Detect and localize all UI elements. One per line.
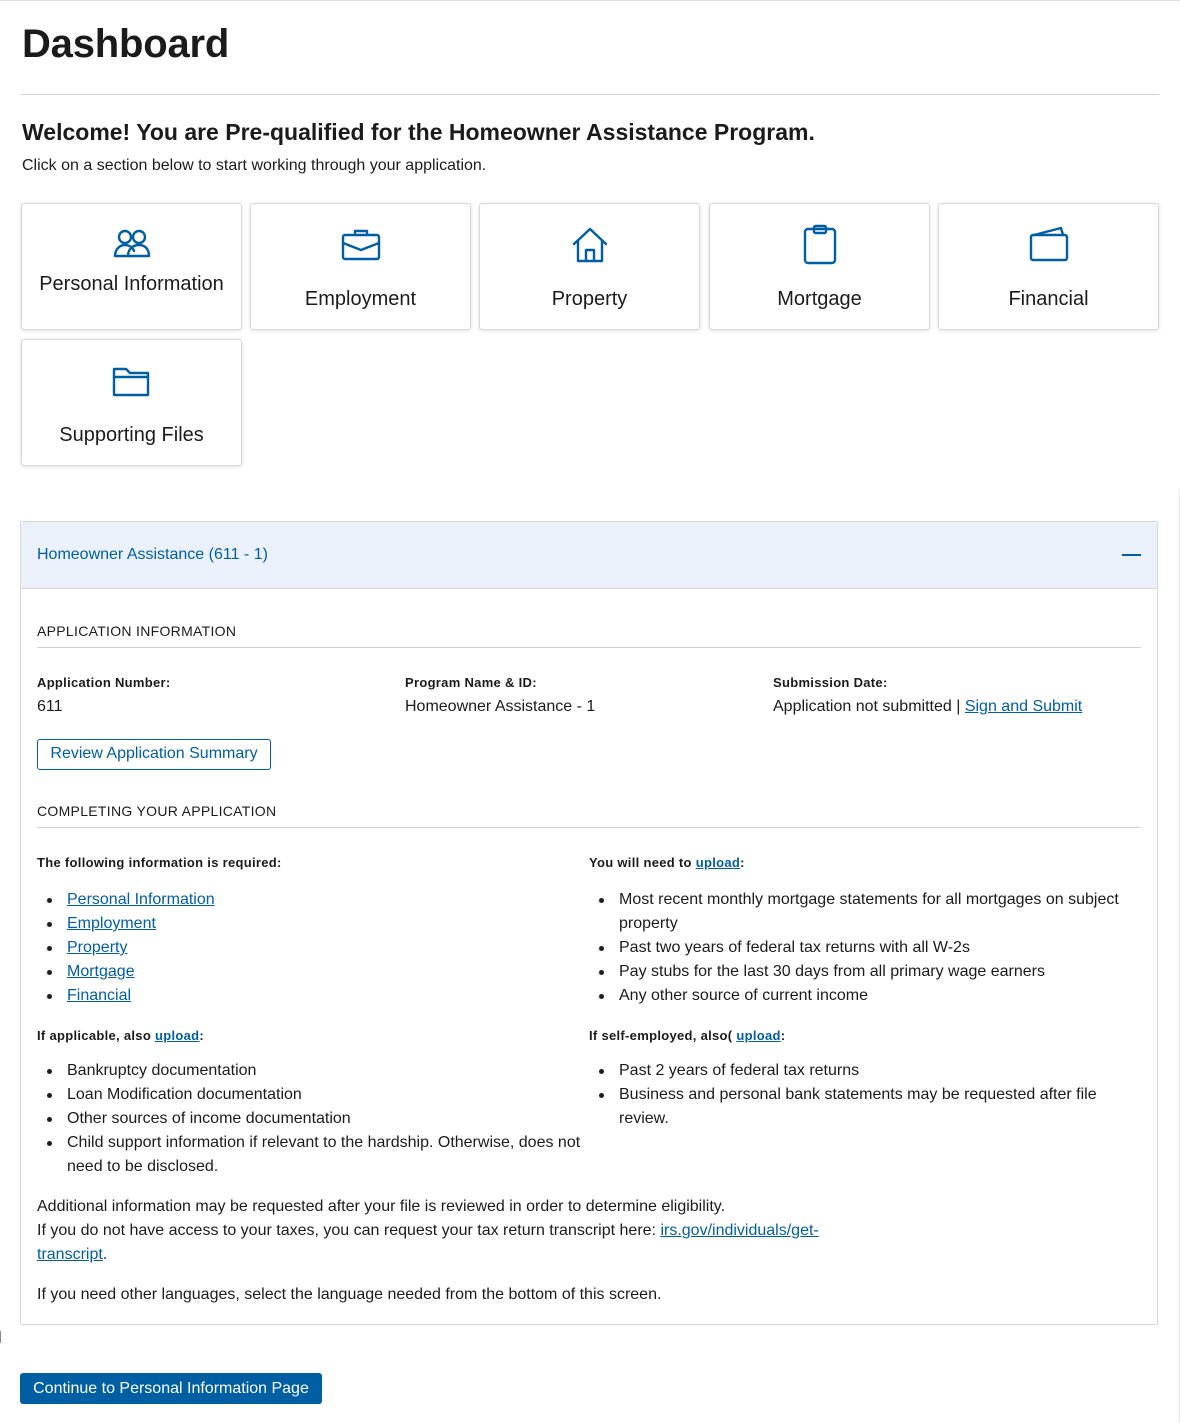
divider — [37, 827, 1141, 828]
submission-status: Application not submitted | — [773, 698, 961, 715]
list-item: Past 2 years of federal tax returns — [589, 1059, 1129, 1083]
sign-and-submit-link[interactable]: Sign and Submit — [964, 698, 1083, 715]
list-item: Most recent monthly mortgage statements for all mortgages on subject property — [589, 888, 1129, 936]
upload-link[interactable]: upload — [736, 1028, 781, 1043]
welcome-heading: Welcome! You are Pre-qualified for the Homeowner Assistance Program. — [22, 119, 815, 145]
tax-transcript-text — [37, 1219, 837, 1267]
application-accordion — [20, 521, 1158, 1325]
colon: : — [740, 855, 745, 870]
divider — [21, 94, 1159, 95]
card-label: Financial — [1008, 288, 1089, 310]
personal-information-link[interactable]: Personal Information — [67, 891, 215, 908]
list-item — [37, 912, 577, 936]
card-label: Personal Information — [39, 273, 224, 295]
list-item: Past two years of federal tax returns with all W-2s — [589, 936, 1129, 960]
review-application-summary-button[interactable]: Review Application Summary — [37, 739, 271, 770]
mortgage-link[interactable]: Mortgage — [67, 963, 135, 980]
colon: : — [199, 1028, 205, 1043]
applicable-list — [37, 1059, 589, 1179]
upload-heading-text: You will need to — [589, 855, 692, 870]
application-info-heading: APPLICATION INFORMATION — [37, 623, 237, 639]
top-border — [0, 0, 1180, 1]
card-label: Mortgage — [777, 288, 862, 310]
required-heading: The following information is required: — [37, 855, 282, 870]
divider — [37, 647, 1141, 648]
list-item — [37, 936, 577, 960]
list-item: Any other source of current income — [589, 984, 1129, 1008]
card-mortgage[interactable] — [709, 203, 930, 330]
list-item: Child support information if relevant to the hardship. Otherwise, does not need to be disclosed. — [37, 1131, 589, 1179]
financial-link[interactable]: Financial — [67, 987, 132, 1004]
card-employment[interactable] — [250, 203, 471, 330]
upload-link[interactable]: upload — [155, 1028, 200, 1043]
irs-transcript-link[interactable]: irs.gov/individuals/get-transcript — [37, 1222, 819, 1263]
card-label: Supporting Files — [59, 424, 204, 446]
card-label: Property — [551, 288, 628, 310]
edge-mark — [0, 1331, 1, 1343]
self-employed-list — [589, 1059, 1129, 1131]
self-employed-heading — [589, 1028, 785, 1043]
house-icon — [568, 223, 612, 267]
card-personal-information[interactable] — [21, 203, 242, 330]
page-title: Dashboard — [22, 22, 230, 66]
languages-text: If you need other languages, select the language needed from the bottom of this screen. — [37, 1286, 662, 1303]
clipboard-icon — [798, 223, 842, 267]
folder-icon — [110, 359, 154, 403]
accordion-title: Homeowner Assistance (611 - 1) — [37, 546, 268, 563]
applicable-heading-text: If applicable, also — [37, 1028, 152, 1043]
employment-link[interactable]: Employment — [67, 915, 156, 932]
completing-application-heading: COMPLETING YOUR APPLICATION — [37, 803, 277, 819]
list-item — [37, 960, 577, 984]
list-item: Bankruptcy documentation — [37, 1059, 589, 1083]
applicable-heading — [37, 1028, 204, 1043]
collapse-icon[interactable] — [1122, 554, 1141, 556]
wallet-icon — [1027, 223, 1071, 267]
list-item: Pay stubs for the last 30 days from all primary wage earners — [589, 960, 1129, 984]
welcome-subtitle: Click on a section below to start working through your application. — [22, 157, 487, 174]
accordion-header[interactable] — [21, 522, 1157, 589]
submission-date-value — [773, 698, 1082, 716]
upload-heading — [589, 855, 745, 870]
self-employed-heading-text: If self-employed, also( — [589, 1028, 733, 1043]
card-supporting-files[interactable] — [21, 339, 242, 466]
tax-transcript-label: If you do not have access to your taxes, you can request your tax return transcript here: — [37, 1222, 656, 1239]
submission-date-label: Submission Date: — [773, 675, 888, 690]
list-item — [37, 984, 577, 1008]
upload-link[interactable]: upload — [695, 855, 741, 870]
continue-button[interactable]: Continue to Personal Information Page — [20, 1373, 322, 1404]
list-item: Other sources of income documentation — [37, 1107, 589, 1131]
program-label: Program Name & ID: — [405, 675, 537, 690]
property-link[interactable]: Property — [67, 939, 128, 956]
application-number-label: Application Number: — [37, 675, 171, 690]
card-property[interactable] — [479, 203, 700, 330]
upload-list — [589, 888, 1129, 1008]
period: . — [102, 1246, 108, 1263]
briefcase-icon — [339, 223, 383, 267]
list-item: Business and personal bank statements may be requested after file review. — [589, 1083, 1129, 1131]
program-value: Homeowner Assistance - 1 — [405, 698, 596, 715]
required-list — [37, 888, 577, 1008]
colon: : — [780, 1028, 786, 1043]
card-financial[interactable] — [938, 203, 1159, 330]
application-number: 611 — [37, 698, 63, 715]
card-label: Employment — [304, 288, 417, 310]
list-item: Loan Modification documentation — [37, 1083, 589, 1107]
list-item — [37, 888, 577, 912]
people-icon — [110, 223, 154, 267]
additional-info-text: Additional information may be requested after your file is reviewed in order to determine eligibility. — [37, 1198, 726, 1215]
